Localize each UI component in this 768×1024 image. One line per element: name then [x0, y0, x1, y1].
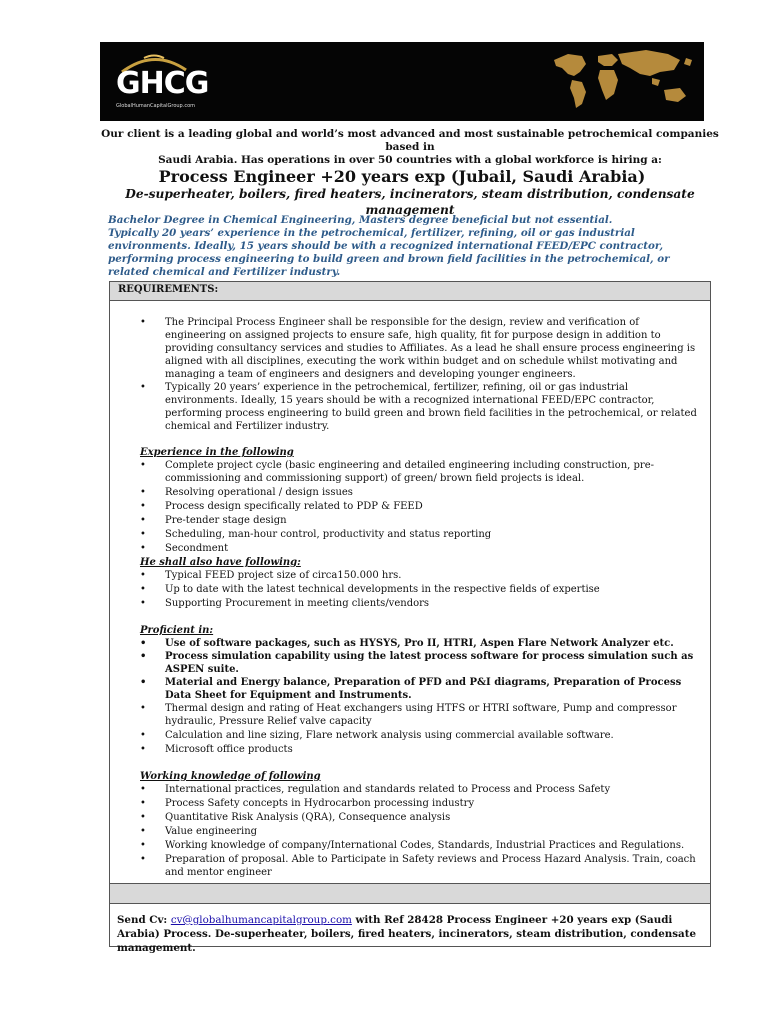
send-cv-footer: [117, 913, 709, 955]
spacer: [140, 757, 702, 770]
list-item: • Scheduling, man-hour control, productivity and status reporting: [140, 528, 702, 541]
working-heading: Working knowledge of following: [140, 771, 321, 782]
spacer: [140, 611, 702, 624]
list-item: • Typical FEED project size of circa150.000 hrs.: [140, 569, 702, 582]
spacer: [140, 433, 702, 446]
proficient-list: [140, 702, 702, 756]
list-item: • Complete project cycle (basic engineering and detailed engineering including construction, pre-commissioning and commissioning support) of green/ brown field projects is ideal.: [140, 459, 702, 485]
send-cv-prefix: Send Cv:: [117, 914, 171, 926]
list-item: • Value engineering: [140, 825, 702, 838]
send-cv-suffix: with Ref 28428 Process Engineer +20 years exp (Saudi Arabia) Process. De-superheater, boilers, fired heaters, incinerators, steam distribution, condensate management.: [117, 914, 697, 954]
list-item: • Preparation of proposal. Able to Participate in Safety reviews and Process Hazard Analysis. Train, coach and mentor engineer: [140, 853, 702, 879]
list-item: • Calculation and line sizing, Flare network analysis using commercial available software.: [140, 729, 702, 742]
logo-letters: GHCG: [116, 66, 209, 101]
list-item: • Material and Energy balance, Preparation of PFD and P&I diagrams, Preparation of Process Data Sheet for Equipment and Instruments.: [140, 676, 702, 702]
list-item: • Typically 20 years’ experience in the petrochemical, fertilizer, refining, oil or gas industrial environments. Ideally, 15 years should be with a recognized international FEED/EPC contractor, performing process engineering to build green and brown field facilities in the petrochemical, or related chemical and Fertilizer industry.: [140, 381, 702, 433]
summary-line-2: Typically 20 years’ experience in the petrochemical, fertilizer, refining, oil or gas industrial environments. Ideally, 15 years should be with a recognized international FEED/EPC contractor, performing process engineering to build green and brown field facilities in the petrochemical, or related chemical and Fertilizer industry.: [108, 227, 670, 278]
list-item: • Up to date with the latest technical developments in the respective fields of expertise: [140, 583, 702, 596]
list-item: • Resolving operational / design issues: [140, 486, 702, 499]
summary-line-1: Bachelor Degree in Chemical Engineering, Masters degree beneficial but not essential.: [108, 214, 613, 226]
intro-list: [140, 316, 702, 433]
logo-subtitle: GlobalHumanCapitalGroup.com: [116, 103, 196, 109]
world-map-icon: [546, 46, 696, 117]
list-item: • Secondment: [140, 542, 702, 555]
intro-text: [100, 128, 720, 167]
requirements-header: REQUIREMENTS:: [110, 282, 710, 301]
job-title: Process Engineer +20 years exp (Jubail, Saudi Arabia): [158, 167, 646, 186]
list-item: • Quantitative Risk Analysis (QRA), Consequence analysis: [140, 811, 702, 824]
header-banner: [100, 42, 704, 121]
experience-heading: Experience in the following: [140, 447, 294, 458]
list-item: • Working knowledge of company/International Codes, Standards, Industrial Practices and Regulations.: [140, 839, 702, 852]
proficient-bold-list: [140, 637, 702, 702]
list-item: • Use of software packages, such as HYSYS, Pro II, HTRI, Aspen Flare Network Analyzer etc.: [140, 637, 702, 650]
working-list: [140, 783, 702, 879]
list-item: • Process Safety concepts in Hydrocarbon processing industry: [140, 797, 702, 810]
intro-line-1: Our client is a leading global and world’s most advanced and most sustainable petrochemical companies based in: [101, 128, 719, 153]
job-subtitle: De-superheater, boilers, fired heaters, incinerators, steam distribution, condensate management: [125, 187, 695, 217]
also-have-heading: He shall also have following:: [140, 557, 301, 568]
list-item: • Microsoft office products: [140, 743, 702, 756]
requirements-content: [140, 316, 702, 880]
requirements-divider-bar: [110, 883, 710, 904]
experience-list: [140, 459, 702, 555]
list-item: • The Principal Process Engineer shall be responsible for the design, review and verification of engineering on assigned projects to ensure safe, high quality, fit for purpose design in addition to providing consultancy services and studies to Affiliates. As a lead he shall ensure process engineering is aligned with all disciplines, executing the work within budget and on schedule whilst motivating and managing a team of engineers and designers and developing younger engineers.: [140, 316, 702, 381]
company-logo: [114, 50, 224, 114]
list-item: • Thermal design and rating of Heat exchangers using HTFS or HTRI software, Pump and compressor hydraulic, Pressure Relief valve capacity: [140, 702, 702, 728]
email-link[interactable]: cv@globalhumancapitalgroup.com: [170, 914, 352, 926]
proficient-heading: Proficient in:: [140, 625, 214, 636]
list-item: • Process simulation capability using the latest process software for process simulation such as ASPEN suite.: [140, 650, 702, 676]
list-item: • Supporting Procurement in meeting clients/vendors: [140, 597, 702, 610]
summary-block: [108, 214, 714, 279]
also-have-list: [140, 569, 702, 610]
list-item: • International practices, regulation and standards related to Process and Process Safety: [140, 783, 702, 796]
list-item: • Process design specifically related to PDP & FEED: [140, 500, 702, 513]
requirements-box: [109, 281, 711, 947]
list-item: • Pre-tender stage design: [140, 514, 702, 527]
intro-line-2: Saudi Arabia. Has operations in over 50 countries with a global workforce is hiring a:: [158, 154, 662, 166]
